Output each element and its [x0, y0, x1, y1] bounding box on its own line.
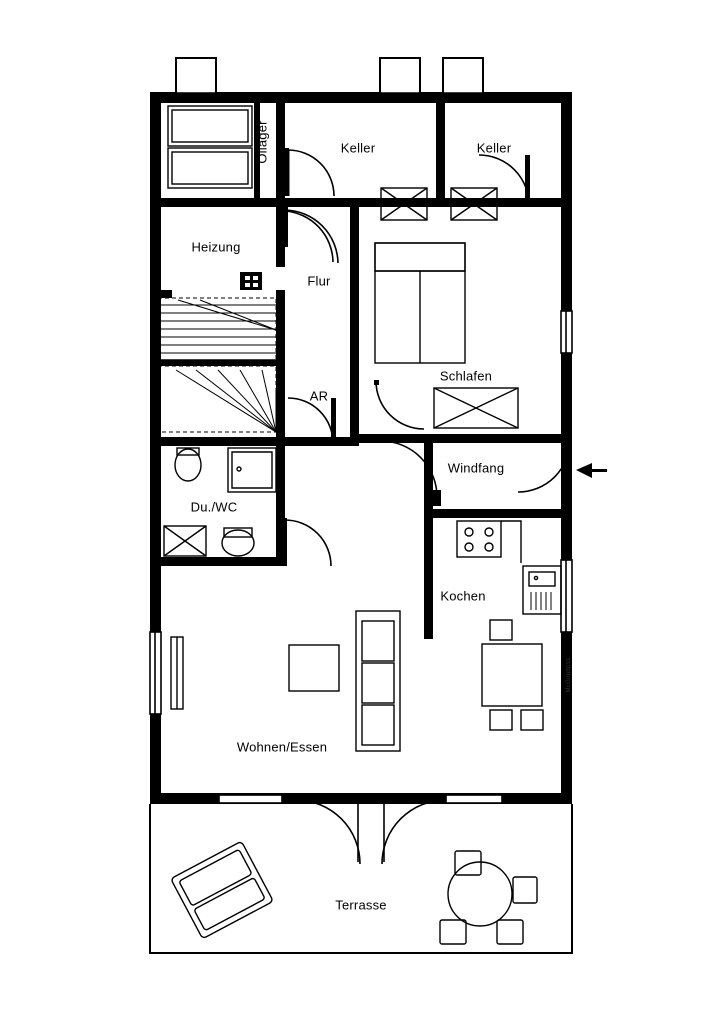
- wall-group: [150, 92, 572, 804]
- entrance-arrow: [576, 463, 607, 478]
- room-label-ar: AR: [309, 388, 329, 404]
- room-label-dusche-wc: Du./WC: [190, 499, 238, 515]
- room-label-terrasse: Terrasse: [335, 897, 387, 913]
- room-label-keller-1: Keller: [340, 140, 376, 156]
- room-label-kochen: Kochen: [440, 588, 486, 604]
- room-label-flur: Flur: [307, 273, 331, 289]
- room-label-keller-2: Keller: [476, 140, 512, 156]
- room-label-wohnen-essen: Wohnen/Essen: [236, 739, 328, 755]
- terrace-furniture: [171, 841, 537, 944]
- room-label-oellager: Öllager: [254, 120, 270, 164]
- room-label-schlafen: Schlafen: [439, 368, 493, 384]
- staircase: [158, 272, 284, 432]
- room-label-heizung: Heizung: [191, 239, 241, 255]
- plan-credit: McGundriss: [566, 657, 572, 693]
- window-group: [150, 58, 572, 804]
- room-label-windfang: Windfang: [447, 460, 505, 476]
